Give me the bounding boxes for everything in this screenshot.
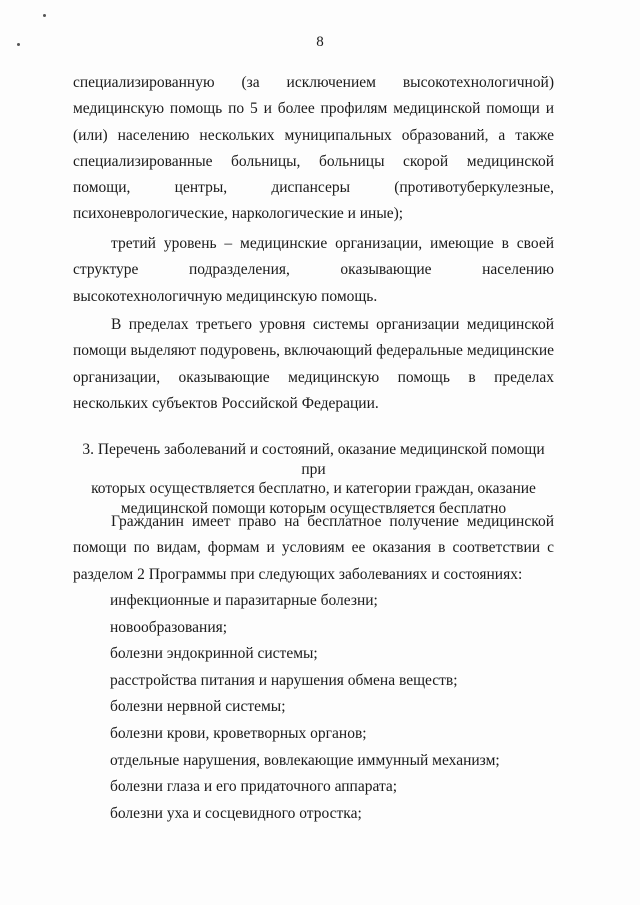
list-item: расстройства питания и нарушения обмена веществ;: [110, 671, 458, 689]
section-heading-line-2: которых осуществляется бесплатно, и категории граждан, оказание: [91, 480, 536, 497]
list-item: болезни крови, кроветворных органов;: [110, 724, 367, 742]
paragraph-1: специализированную (за исключением высокотехнологичной) медицинскую помощь по 5 и более профилям медицинской помощи и (или) населению нескольких муниципальных образований, а также специализированные больницы, больницы скорой медицинской помощи, центры, диспансеры (противотуберкулезные, психоневрологические, наркологические и иные);: [73, 74, 554, 223]
paragraph-3: В пределах третьего уровня системы организации медицинской помощи выделяют подуровень, включающий федеральные медицинские организации, оказывающие медицинскую помощь в пределах нескольких субъектов Российской Федерации.: [73, 316, 554, 412]
list-item: болезни уха и сосцевидного отростка;: [110, 804, 362, 822]
scan-speck: [43, 14, 46, 17]
paragraph-third-level: [73, 231, 554, 310]
list-item: болезни эндокринной системы;: [110, 645, 318, 663]
section-heading-line-1: 3. Перечень заболеваний и состояний, оказание медицинской помощи при: [82, 441, 545, 478]
list-item: болезни глаза и его придаточного аппарата;: [110, 778, 398, 796]
paragraph-rights: [73, 509, 554, 588]
paragraph-sublevel: [73, 312, 554, 417]
list-item: отдельные нарушения, вовлекающие иммунный механизм;: [110, 751, 500, 769]
page-number: 8: [316, 34, 324, 50]
section-heading: [73, 440, 554, 518]
conditions-list: [110, 588, 500, 827]
paragraph-4: Гражданин имеет право на бесплатное получение медицинской помощи по видам, формам и условиям ее оказания в соответствии с разделом 2 Программы при следующих заболеваниях и состояниях:: [73, 513, 554, 583]
section-heading-line-3: медицинской помощи которым осуществляется бесплатно: [120, 499, 507, 517]
paragraph-continuation: [73, 70, 554, 228]
list-item: новообразования;: [110, 618, 228, 636]
list-item: инфекционные и паразитарные болезни;: [110, 592, 378, 609]
paragraph-2: третий уровень – медицинские организации, имеющие в своей структуре подразделения, оказывающие населению высокотехнологичную медицинскую помощь.: [73, 235, 554, 305]
list-item: болезни нервной системы;: [110, 698, 286, 716]
